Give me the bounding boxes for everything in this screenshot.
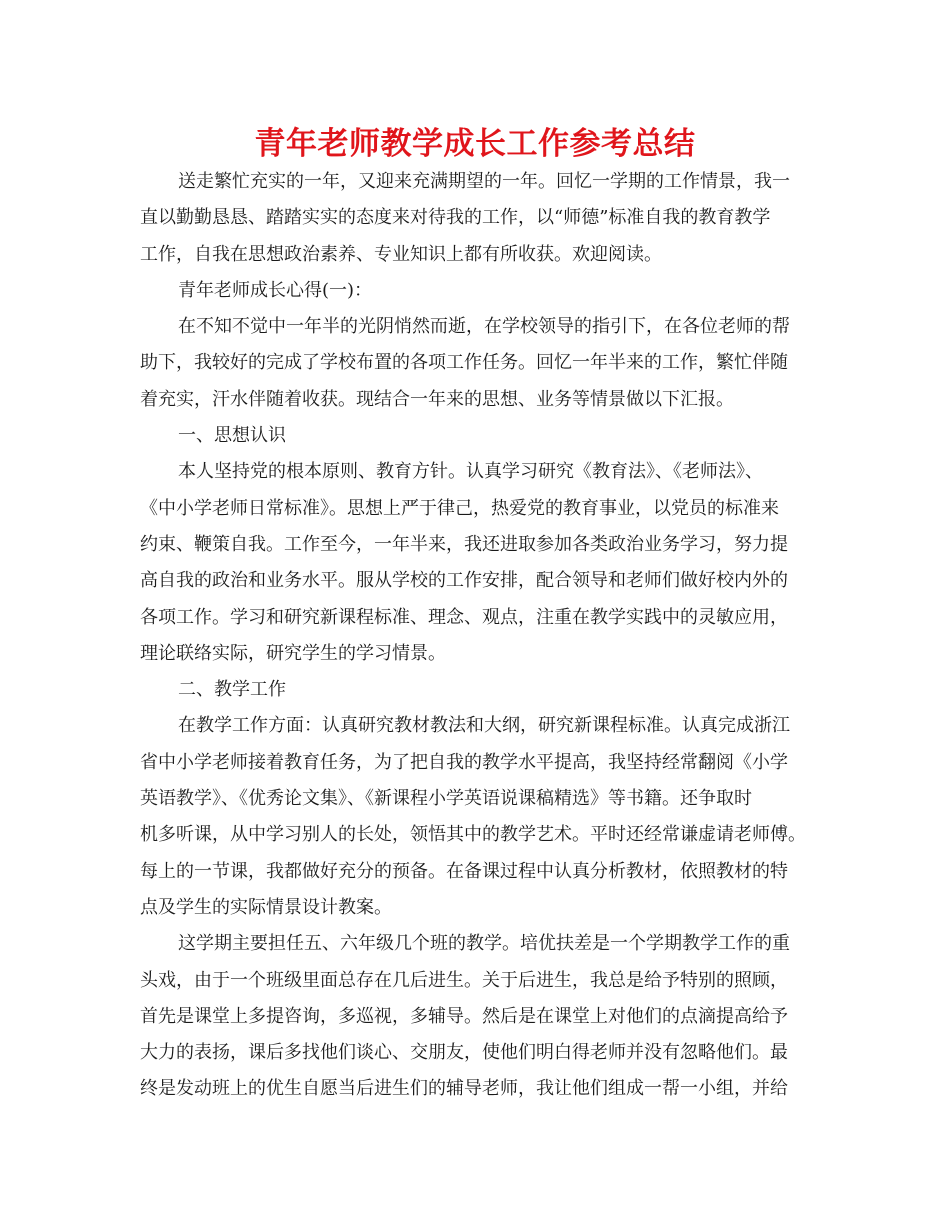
text-line: 终是发动班上的优生自愿当后进生们的辅导老师，我让他们组成一帮一小组，并给 (140, 1078, 788, 1100)
text-line: 每上的一节课，我都做好充分的预备。在备课过程中认真分析教材，依照教材的特 (140, 860, 788, 882)
text-line: 高自我的政治和业务水平。服从学校的工作安排，配合领导和老师们做好校内外的 (140, 570, 788, 592)
text-line: 头戏，由于一个班级里面总存在几后进生。关于后进生，我总是给予特别的照顾， (140, 969, 788, 991)
text-line: 各项工作。学习和研究新课程标准、理念、观点，注重在教学实践中的灵敏应用， (140, 606, 788, 628)
text-line: 一、思想认识 (178, 425, 286, 447)
text-line: 工作，自我在思想政治素养、专业知识上都有所收获。欢迎阅读。 (140, 243, 662, 265)
document-title: 青年老师教学成长工作参考总结 (254, 126, 696, 162)
text-line: 在教学工作方面：认真研究教材教法和大纲，研究新课程标准。认真完成浙江 (178, 715, 790, 737)
text-line: 点及学生的实际情景设计教案。 (140, 896, 392, 918)
text-line: 《中小学老师日常标准》。思想上严于律己，热爱党的教育事业，以党员的标准来 (140, 497, 779, 519)
text-line: 着充实，汗水伴随着收获。现结合一年来的思想、业务等情景做以下汇报。 (140, 388, 734, 410)
text-line: 助下，我较好的完成了学校布置的各项工作任务。回忆一年半来的工作，繁忙伴随 (140, 352, 788, 374)
text-line: 在不知不觉中一年半的光阴悄然而逝，在学校领导的指引下，在各位老师的帮 (178, 316, 790, 338)
text-line: 大力的表扬，课后多找他们谈心、交朋友，使他们明白得老师并没有忽略他们。最 (140, 1042, 788, 1064)
text-line: 这学期主要担任五、六年级几个班的教学。培优扶差是一个学期教学工作的重 (178, 933, 790, 955)
text-line: 二、教学工作 (178, 679, 286, 701)
text-line: 本人坚持党的根本原则、教育方针。认真学习研究《教育法》、《老师法》、 (178, 461, 763, 483)
text-line: 英语教学》、《优秀论文集》、《新课程小学英语说课稿精选》等书籍。还争取时 (140, 788, 752, 810)
document-body (140, 164, 830, 1108)
text-line: 青年老师成长心得(一)： (178, 279, 373, 301)
text-line: 省中小学老师接着教育任务，为了把自我的教学水平提高，我坚持经常翻阅《小学 (140, 751, 788, 773)
text-line: 理论联络实际，研究学生的学习情景。 (140, 642, 446, 664)
text-line: 送走繁忙充实的一年，又迎来充满期望的一年。回忆一学期的工作情景，我一 (178, 171, 790, 192)
text-line: 机多听课，从中学习别人的长处，领悟其中的教学艺术。平时还经常谦虚请老师傅。 (140, 824, 806, 846)
text-line: 首先是课堂上多提咨询，多巡视，多辅导。然后是在课堂上对他们的点滴提高给予 (140, 1005, 788, 1027)
text-line: 约束、鞭策自我。工作至今，一年半来，我还进取参加各类政治业务学习，努力提 (140, 533, 788, 555)
text-line: 直以勤勤恳恳、踏踏实实的态度来对待我的工作，以“师德”标准自我的教育教学 (140, 207, 771, 229)
